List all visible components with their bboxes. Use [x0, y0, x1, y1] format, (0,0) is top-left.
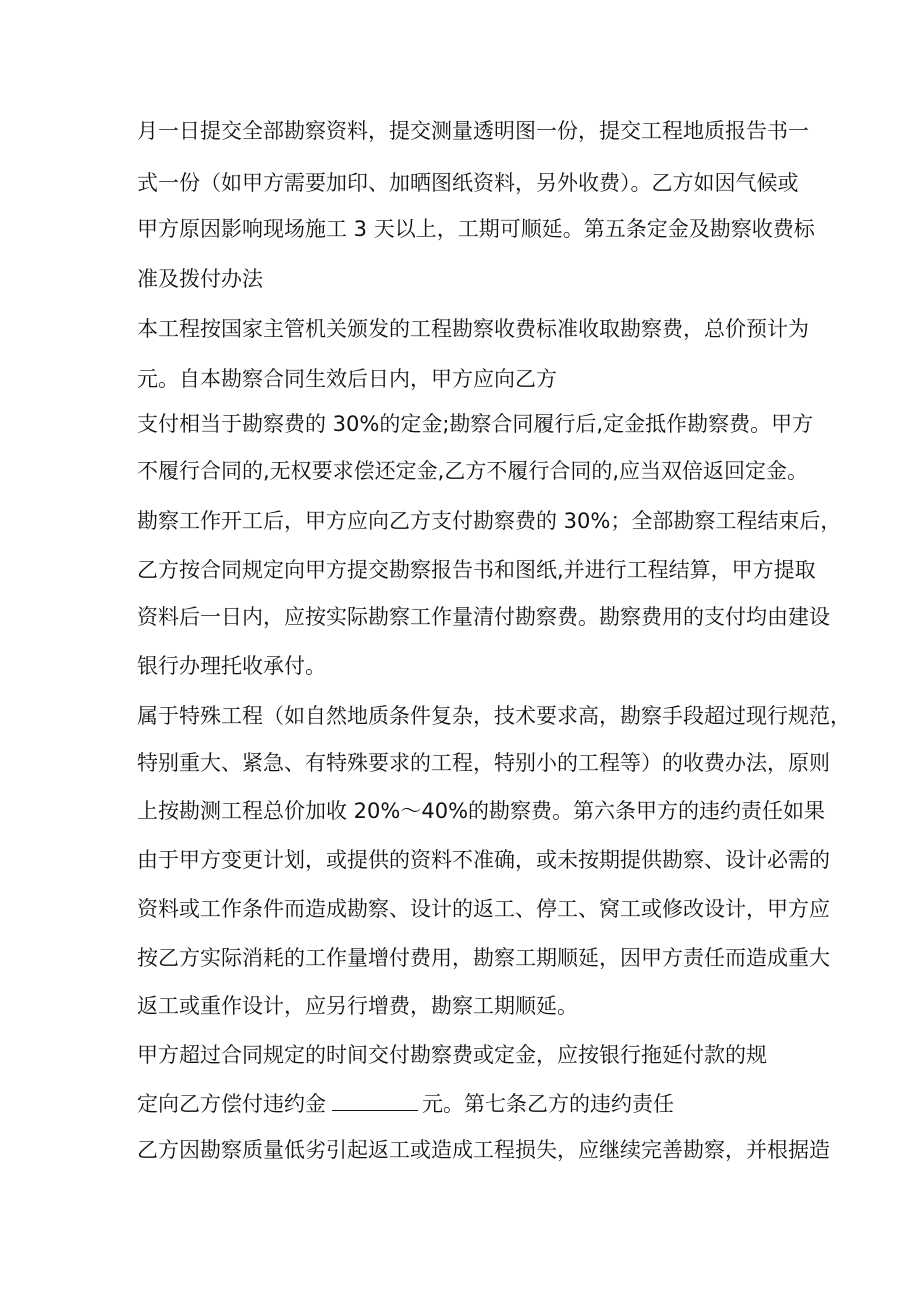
- fill-in-blank: [332, 1092, 418, 1111]
- paragraph-line: 式一份（如甲方需要加印、加晒图纸资料，另外收费）。乙方如因气候或: [137, 171, 799, 195]
- paragraph-line: 乙方按合同规定向甲方提交勘察报告书和图纸,并进行工程结算，甲方提取: [137, 558, 816, 582]
- paragraph-line: 属于特殊工程（如自然地质条件复杂，技术要求高，勘察手段超过现行规范，: [137, 704, 851, 728]
- paragraph-line: 上按勘测工程总价加收 20%～40%的勘察费。第六条甲方的违约责任如果: [137, 799, 826, 823]
- paragraph-line: 准及拨付办法: [137, 267, 263, 291]
- paragraph-line: [137, 1091, 674, 1117]
- paragraph-line: 按乙方实际消耗的工作量增付费用，勘察工期顺延，因甲方责任而造成重大: [137, 946, 830, 970]
- paragraph-line: 资料后一日内，应按实际勘察工作量清付勘察费。勘察费用的支付均由建设: [137, 605, 830, 629]
- paragraph-line: 乙方因勘察质量低劣引起返工或造成工程损失，应继续完善勘察，并根据造: [137, 1138, 830, 1162]
- paragraph-line: 元。自本勘察合同生效后日内，甲方应向乙方: [137, 367, 557, 391]
- paragraph-line: 本工程按国家主管机关颁发的工程勘察收费标准收取勘察费，总价预计为: [137, 317, 809, 341]
- line-text: 元。第七条乙方的违约责任: [422, 1092, 674, 1116]
- paragraph-line: 月一日提交全部勘察资料，提交测量透明图一份，提交工程地质报告书一: [137, 119, 809, 143]
- paragraph-line: 勘察工作开工后，甲方应向乙方支付勘察费的 30%；全部勘察工程结束后，: [137, 509, 842, 533]
- paragraph-line: 支付相当于勘察费的 30%的定金;勘察合同履行后,定金抵作勘察费。甲方: [137, 412, 814, 436]
- paragraph-line: 资料或工作条件而造成勘察、设计的返工、停工、窝工或修改设计，甲方应: [137, 897, 830, 921]
- paragraph-line: 甲方原因影响现场施工 3 天以上，工期可顺延。第五条定金及勘察收费标: [137, 217, 815, 241]
- paragraph-line: 不履行合同的,无权要求偿还定金,乙方不履行合同的,应当双倍返回定金。: [137, 459, 809, 483]
- paragraph-line: 银行办理托收承付。: [137, 654, 326, 678]
- paragraph-line: 甲方超过合同规定的时间交付勘察费或定金，应按银行拖延付款的规: [137, 1043, 767, 1067]
- paragraph-line: 返工或重作设计，应另行增费，勘察工期顺延。: [137, 994, 578, 1018]
- paragraph-line: 特别重大、紧急、有特殊要求的工程，特别小的工程等）的收费办法，原则: [137, 751, 830, 775]
- paragraph-line: 由于甲方变更计划，或提供的资料不准确，或未按期提供勘察、设计必需的: [137, 848, 830, 872]
- line-text: 定向乙方偿付违约金: [137, 1092, 326, 1116]
